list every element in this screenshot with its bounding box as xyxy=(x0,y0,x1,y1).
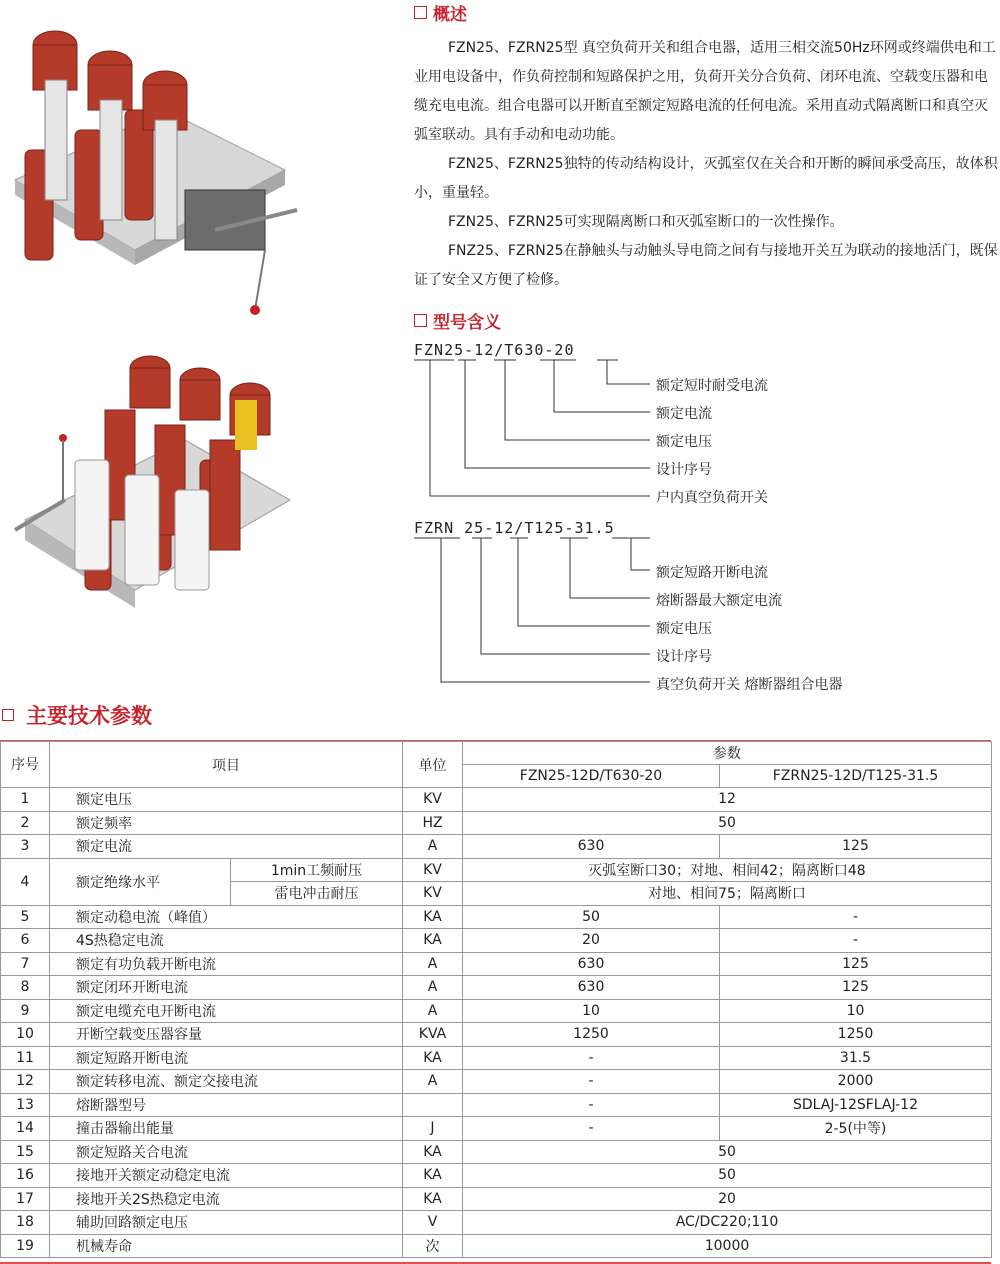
model2-label-2: 熔断器最大额定电流 xyxy=(656,593,782,609)
table-row xyxy=(1,1234,992,1258)
row-value-both: 10000 xyxy=(463,1234,992,1258)
table-row xyxy=(1,976,992,1000)
row-value-model2: 10 xyxy=(720,999,992,1023)
row-value-model2: 125 xyxy=(720,976,992,1000)
row-value-model1: 1250 xyxy=(463,1023,720,1047)
table-row xyxy=(1,1187,992,1211)
row-value-both: 20 xyxy=(463,1187,992,1211)
row-value-model1: 630 xyxy=(463,952,720,976)
model2-label-5: 真空负荷开关 熔断器组合电器 xyxy=(656,677,843,693)
row-number: 16 xyxy=(1,1164,50,1188)
row-number: 10 xyxy=(1,1023,50,1047)
table-row xyxy=(1,952,992,976)
row-item: 额定转移电流、额定交接电流 xyxy=(50,1070,403,1094)
row-value-model1: 630 xyxy=(463,976,720,1000)
row-value-both: 50 xyxy=(463,811,992,835)
table-row xyxy=(1,905,992,929)
row-unit: KA xyxy=(403,905,463,929)
row-unit: KA xyxy=(403,929,463,953)
overview-paragraph-1: FZN25、FZRN25型 真空负荷开关和组合电器，适用三相交流50Hz环网或终端供电和工业用电设备中，作负荷控制和短路保护之用，负荷开关分合负荷、闭环电流、空载变压器和电缆充电电流。组合电器可以开断直至额定短路电流的任何电流。采用直动式隔离断口和真空灭弧室联动。具有手动和电动功能。 xyxy=(414,40,996,143)
specs-title: 主要技术参数 xyxy=(2,700,152,730)
row-unit: A xyxy=(403,1070,463,1094)
row-value-model2: 2-5(中等) xyxy=(720,1117,992,1141)
row-value-model2: 2000 xyxy=(720,1070,992,1094)
row-value-model1: 50 xyxy=(463,905,720,929)
row-subitem: 1min工频耐压 xyxy=(231,858,403,882)
row-number: 19 xyxy=(1,1234,50,1258)
model2-label-4: 设计序号 xyxy=(656,649,712,665)
table-row xyxy=(1,858,992,882)
spec-table xyxy=(0,741,992,1258)
row-item: 额定电缆充电开断电流 xyxy=(50,999,403,1023)
row-item: 4S热稳定电流 xyxy=(50,929,403,953)
row-item: 额定绝缘水平 xyxy=(50,858,231,905)
table-row xyxy=(1,999,992,1023)
row-item: 接地开关额定动稳定电流 xyxy=(50,1164,403,1188)
overview-paragraph-4: FNZ25、FZRN25在静触头与动触头导电筒之间有与接地开关互为联动的接地活门，既保证了安全又方便了检修。 xyxy=(414,243,998,288)
row-value-model2: 125 xyxy=(720,835,992,859)
table-row xyxy=(1,1140,992,1164)
row-value-model2: - xyxy=(720,905,992,929)
header-params: 参数 xyxy=(463,742,992,765)
overview-title: 概述 xyxy=(414,0,467,25)
row-value-both: AC/DC220;110 xyxy=(463,1211,992,1235)
row-unit xyxy=(403,1093,463,1117)
row-value-model1: - xyxy=(463,1093,720,1117)
checkbox-square-icon xyxy=(2,709,14,721)
row-number: 11 xyxy=(1,1046,50,1070)
row-item: 额定有功负载开断电流 xyxy=(50,952,403,976)
row-unit: A xyxy=(403,999,463,1023)
row-value-model1: - xyxy=(463,1117,720,1141)
row-number: 6 xyxy=(1,929,50,953)
row-value-both: 12 xyxy=(463,788,992,812)
table-row xyxy=(1,788,992,812)
row-item: 熔断器型号 xyxy=(50,1093,403,1117)
row-number: 13 xyxy=(1,1093,50,1117)
row-value-model1: 630 xyxy=(463,835,720,859)
header-model1: FZN25-12D/T630-20 xyxy=(463,765,720,788)
row-item: 接地开关2S热稳定电流 xyxy=(50,1187,403,1211)
row-unit: KA xyxy=(403,1046,463,1070)
table-row xyxy=(1,1070,992,1094)
overview-paragraph-3: FZN25、FZRN25可实现隔离断口和灭弧室断口的一次性操作。 xyxy=(448,214,844,230)
model2-label-1: 额定短路开断电流 xyxy=(656,565,768,581)
row-item: 额定闭环开断电流 xyxy=(50,976,403,1000)
row-unit: KV xyxy=(403,788,463,812)
row-number: 12 xyxy=(1,1070,50,1094)
row-number: 1 xyxy=(1,788,50,812)
row-value-model1: - xyxy=(463,1070,720,1094)
row-item: 额定频率 xyxy=(50,811,403,835)
row-number: 7 xyxy=(1,952,50,976)
model2-label-3: 额定电压 xyxy=(656,621,712,637)
row-value-both: 50 xyxy=(463,1140,992,1164)
table-row xyxy=(1,811,992,835)
row-value-model1: - xyxy=(463,1046,720,1070)
table-row xyxy=(1,1023,992,1047)
row-unit: KV xyxy=(403,858,463,882)
model-meaning-title: 型号含义 xyxy=(414,308,501,333)
row-value-both: 灭弧室断口30；对地、相间42；隔离断口48 xyxy=(463,858,992,882)
row-item: 额定电压 xyxy=(50,788,403,812)
row-number: 18 xyxy=(1,1211,50,1235)
row-number: 5 xyxy=(1,905,50,929)
row-number: 4 xyxy=(1,858,50,905)
header-item: 项目 xyxy=(50,742,403,788)
row-item: 机械寿命 xyxy=(50,1234,403,1258)
row-item: 额定动稳电流（峰值） xyxy=(50,905,403,929)
model1-label-5: 户内真空负荷开关 xyxy=(656,490,768,506)
row-unit: A xyxy=(403,835,463,859)
row-value-model1: 20 xyxy=(463,929,720,953)
table-row xyxy=(1,1093,992,1117)
row-item: 开断空载变压器容量 xyxy=(50,1023,403,1047)
row-unit: KVA xyxy=(403,1023,463,1047)
row-number: 17 xyxy=(1,1187,50,1211)
header-model2: FZRN25-12D/T125-31.5 xyxy=(720,765,992,788)
row-number: 8 xyxy=(1,976,50,1000)
table-row xyxy=(1,835,992,859)
table-row xyxy=(1,1046,992,1070)
row-value-model2: 125 xyxy=(720,952,992,976)
model1-label-2: 额定电流 xyxy=(656,406,712,422)
model1-label-3: 额定电压 xyxy=(656,434,712,450)
row-value-model2: 1250 xyxy=(720,1023,992,1047)
header-unit: 单位 xyxy=(403,742,463,788)
row-unit: V xyxy=(403,1211,463,1235)
row-number: 14 xyxy=(1,1117,50,1141)
row-number: 15 xyxy=(1,1140,50,1164)
row-item: 额定短路开断电流 xyxy=(50,1046,403,1070)
model2-code: FZRN 25-12/T125-31.5 xyxy=(414,519,615,537)
model1-label-4: 设计序号 xyxy=(656,462,712,478)
row-number: 3 xyxy=(1,835,50,859)
row-item: 额定短路关合电流 xyxy=(50,1140,403,1164)
table-row xyxy=(1,929,992,953)
row-unit: KV xyxy=(403,882,463,906)
row-value-model2: SDLAJ-12SFLAJ-12 xyxy=(720,1093,992,1117)
table-row xyxy=(1,1117,992,1141)
row-item: 辅助回路额定电压 xyxy=(50,1211,403,1235)
row-unit: KA xyxy=(403,1187,463,1211)
model1-code: FZN25-12/T630-20 xyxy=(414,341,575,359)
row-unit: J xyxy=(403,1117,463,1141)
row-unit: A xyxy=(403,976,463,1000)
row-value-both: 对地、相间75；隔离断口 xyxy=(463,882,992,906)
table-row xyxy=(1,1211,992,1235)
row-unit: KA xyxy=(403,1140,463,1164)
row-item: 撞击器输出能量 xyxy=(50,1117,403,1141)
header-seq: 序号 xyxy=(1,742,50,788)
row-value-model2: 31.5 xyxy=(720,1046,992,1070)
row-number: 2 xyxy=(1,811,50,835)
row-unit: HZ xyxy=(403,811,463,835)
spec-table-body xyxy=(1,788,992,1258)
row-value-both: 50 xyxy=(463,1164,992,1188)
model1-label-1: 额定短时耐受电流 xyxy=(656,378,768,394)
row-value-model1: 10 xyxy=(463,999,720,1023)
row-unit: KA xyxy=(403,1164,463,1188)
row-unit: 次 xyxy=(403,1234,463,1258)
row-subitem: 雷电冲击耐压 xyxy=(231,882,403,906)
row-value-model2: - xyxy=(720,929,992,953)
row-number: 9 xyxy=(1,999,50,1023)
row-unit: A xyxy=(403,952,463,976)
table-row xyxy=(1,1164,992,1188)
row-item: 额定电流 xyxy=(50,835,403,859)
overview-paragraph-2: FZN25、FZRN25独特的传动结构设计，灭弧室仅在关合和开断的瞬间承受高压，故体积小，重量轻。 xyxy=(414,156,998,201)
